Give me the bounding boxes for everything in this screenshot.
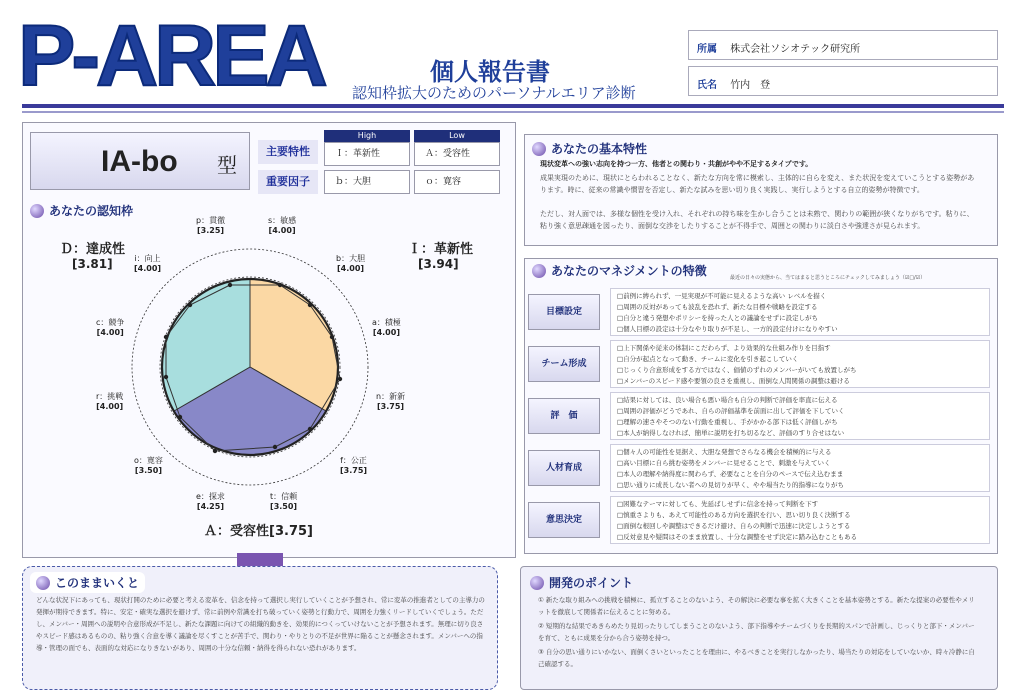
mgmt-label: 人材育成 — [528, 450, 600, 486]
label-e: e：探求 [4.25] — [196, 492, 225, 511]
bullet-icon — [30, 204, 44, 218]
main-trait-label: 主要特性 — [258, 140, 318, 164]
frame-heading — [30, 202, 133, 219]
label-t: t：信頼 [3.50] — [270, 492, 298, 511]
high-header: High — [324, 130, 410, 142]
logo: P-AREA — [18, 8, 324, 104]
header-rule — [22, 104, 1004, 108]
report-subtitle: 認知枠拡大のためのパーソナルエリア診断 — [352, 84, 636, 102]
mgmt-label: 意思決定 — [528, 502, 600, 538]
flow-heading: このままいくと — [30, 572, 145, 593]
name-field — [688, 66, 998, 96]
low-header: Low — [414, 130, 500, 142]
key-factor-label: 重要因子 — [258, 170, 318, 194]
type-suffix: 型 — [217, 155, 237, 177]
basic-lead: 現状変革への強い志向を持つ一方、他者との関わり・共創がやや不足するタイプです。 — [540, 160, 813, 168]
label-i: i：向上 [4.00] — [134, 254, 162, 273]
label-n: n：新新 [3.75] — [376, 392, 406, 411]
basic-body-1: 成果実現のために、現状にとらわれることなく、新たな方向を常に模索し、主体的に自らを変え、また状況を変えていこうとする姿勢があります。時に、従来の常識や慣習を否定し、新たな試みを思い切り良く実践し、実行しようとする自立的姿勢が特徴です。 — [540, 174, 975, 194]
label-p: p：貫徹 [3.25] — [196, 216, 226, 235]
mgmt-items: □個々人の可能性を見据え、大胆な発想でさらなる機会を積極的に与える □高い目標に自ら挑む姿勢をメンバーに見せることで、刺激を与えていく □本人の理解や納得度に関わらず、必要なことを自分のペースで伝え込むまま □思い通りに成長しない者への見切りが早く、やや場当たり的指導になりがち — [610, 444, 990, 492]
dev-item-1: ① 新たな取り組みへの挑戦を積極に、孤立することのないよう、その解決に必要な事を拡く大きくことを基本姿勢とする。新たな提案の必要性やメリットを徹底して関係者に伝えることに努める。 — [538, 596, 975, 616]
mgmt-heading: あなたのマネジメントの特徴 — [532, 262, 707, 279]
label-b: b：大胆 [4.00] — [336, 254, 366, 273]
flow-body: どんな状況下にあっても、現状打開のために必要と考える変革を、信念を持って選択し実行していくことが予想され、常に変革の推進者としての主導力の発揮が期待できます。特に、安定・確実な選択を避けず、常に前例や常識を打ち破っていく姿勢と行動力で、周囲を力強くリードしていくでしょう。ただし、メンバー・周囲への説明や合意形成が不足し、新たな課題に向けての組織的動きを、効果的につくっていけないことが予想されます。無理に切り良さやスピード感はあるものの、粘り強く合意を導く議論を尽くすことが苦手で、関わり・やりとりの不足が世界に陥ることが懸念されます。メンバーへの指導・管理の面でも、表面的な対応になりきないがあり、周囲の十分な信頼・納得を得られない恐れがあります。 — [36, 596, 485, 652]
affiliation-value: 株式会社ソシオテック研究所 — [730, 44, 861, 55]
report-title: 個人報告書 — [430, 58, 550, 86]
name-value: 竹内 登 — [730, 80, 771, 91]
label-r: r：挑戦 [4.00] — [96, 392, 124, 411]
bullet-icon — [530, 576, 544, 590]
main-high-cell: Ｉ：革新性 — [324, 142, 410, 166]
mgmt-row-develop — [528, 444, 988, 492]
bullet-icon — [36, 576, 50, 590]
basic-body-2: ただし、対人面では、多様な個性を受け入れ、それぞれの持ち味を生かし合うことは未熟で、関わりの範囲が狭くなりがちです。粘りに、粘り強く意思疎通を図ったり、面倒な交渉をしたりすることが不得手で、周囲との関わりに淡白さや強達さが見られます。 — [540, 210, 974, 230]
key-high-cell: ｂ：大胆 — [324, 170, 410, 194]
type-code: IA-bo — [101, 145, 178, 178]
main-low-cell: Ａ：受容性 — [414, 142, 500, 166]
mgmt-items: □困難なテーマに対しても、先延ばしせずに信念を持って判断を下す □慎重さよりも、あえて可能性のある方向を選択を行い、思い切り良く決断する □面倒な根回しや調整はできるだけ避け、自らの判断で迅速に決定しようとする □反対意見や疑問はそのまま放置し、十分な調整をせず決定に踏み込むこともある — [610, 496, 990, 544]
bullet-icon — [532, 264, 546, 278]
bullet-icon — [532, 142, 546, 156]
dev-item-2: ② 短期的な結果であきらめたり見切ったりしてしまうことのないよう、部下指導やチームづくりを長期的スパンで計画し、じっくりと部下・メンバーを育て、ともに成果を分から合う姿勢を持つ。 — [538, 622, 975, 642]
name-label: 氏名 — [697, 80, 717, 91]
mgmt-items: □前例に縛られず、一見実現が不可能に見えるような高い レベルを描く □周囲の反対があっても波乱を恐れず、新たな目標や戦略を設定する □自分と違う発想やポリシーを持った人との議論をせずに設定しがち □個人目標の設定は十分なやり取りが不足し、一方的設定付けになりやすい — [610, 288, 990, 336]
a-axis-label: Ａ：受容性[3.75] — [204, 524, 313, 539]
mgmt-label: 目標設定 — [528, 294, 600, 330]
label-a: a：積極 [4.00] — [372, 318, 401, 337]
d-axis-label: Ｄ：達成性 [3.81] — [60, 242, 126, 271]
mgmt-row-eval — [528, 392, 988, 440]
label-o: o：寛容 [3.50] — [134, 456, 163, 475]
type-box — [30, 132, 250, 190]
mgmt-items: □結果に対しては、良い場合も悪い場合も自分の判断で評価を率直に伝える □周囲の評価がどうであれ、自らの評価基準を前面に出して評価を下していく □理解の速さやそつのない行動を重視し、手がかかる部下は低く評価しがち □本人が納得しなければ、簡単に説明を打ち切るなど、評価のすり合せはない — [610, 392, 990, 440]
dev-heading: 開発のポイント — [530, 574, 633, 591]
mgmt-row-team — [528, 340, 988, 388]
mgmt-items: □上下関係や従来の体制にこだわらず、より効果的な仕組み作りを目指す □自分が起点となって動き、チームに変化を引き起こしていく □じっくり合意形成をする方ではなく、価値のずれのメンバーがいても放置しがち □メンバーのスピード感や要領の良さを重視し、面倒な人間関係の調整は避ける — [610, 340, 990, 388]
affiliation-field — [688, 30, 998, 60]
label-c: c：競争 [4.00] — [96, 318, 125, 337]
mgmt-row-goal — [528, 288, 988, 336]
label-s: s：敏感 [4.00] — [268, 216, 297, 235]
mgmt-label: 評 価 — [528, 398, 600, 434]
i-axis-label: Ｉ：革新性 [3.94] — [408, 242, 474, 271]
basic-heading: あなたの基本特性 — [532, 140, 647, 157]
frame-heading-text: あなたの認知枠 — [49, 204, 134, 218]
affiliation-label: 所属 — [697, 44, 717, 55]
mgmt-label: チーム形成 — [528, 346, 600, 382]
label-f: f：公正 [3.75] — [340, 456, 368, 475]
mgmt-row-decision — [528, 496, 988, 544]
mgmt-note: 最近の日々の実態から、当てはまると思うところにチェックしてみましょう（☑□/☑） — [730, 275, 926, 281]
key-low-cell: ｏ：寛容 — [414, 170, 500, 194]
header-rule-2 — [22, 111, 1004, 113]
dev-item-3: ③ 自分の思い通りにいかない、面倒くさいといったことを理由に、やるべきことを実行しなかったり、場当たりの対応をしていないか、時々冷静に自己確認する。 — [538, 648, 975, 668]
